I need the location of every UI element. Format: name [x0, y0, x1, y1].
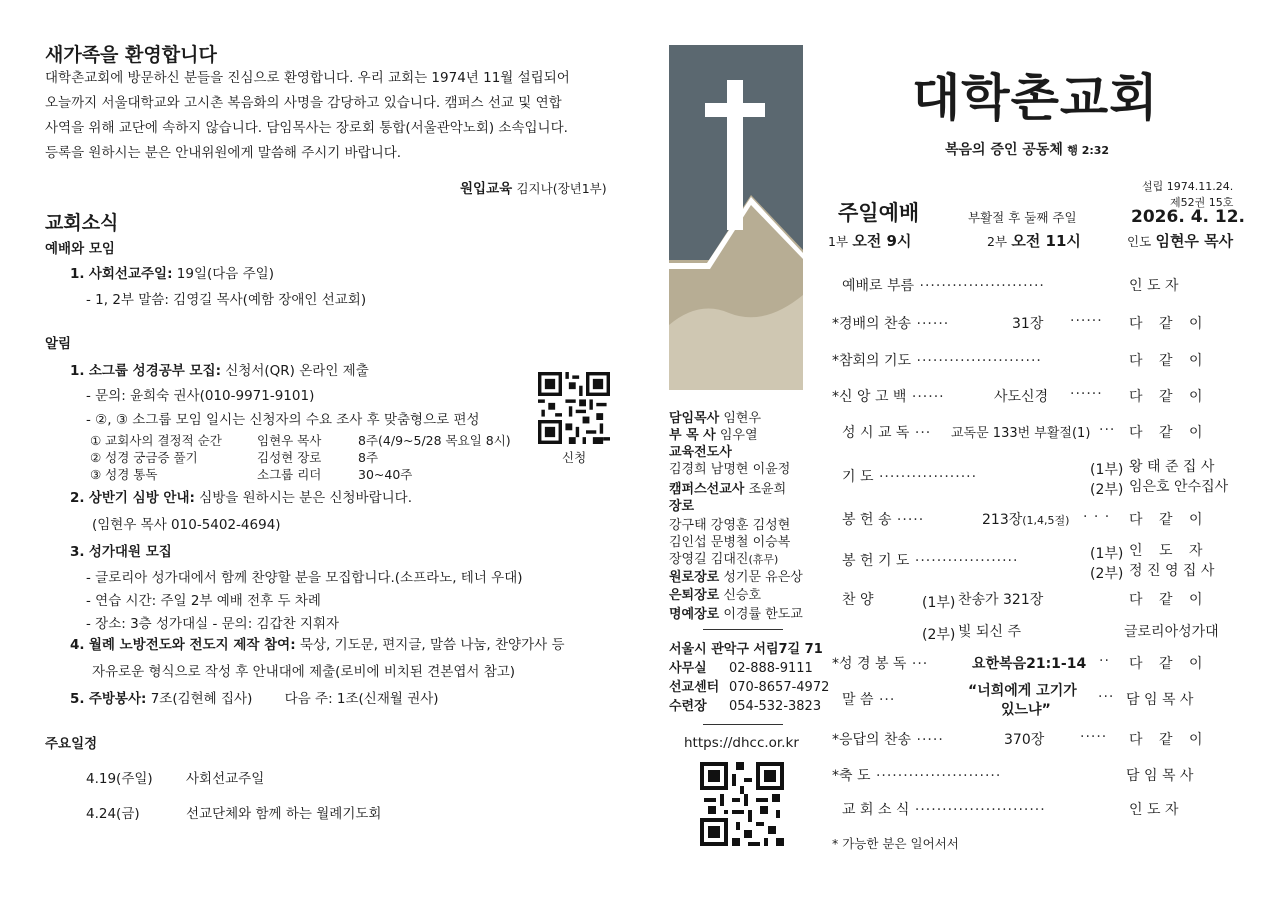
order-value: 사도신경 [994, 389, 1049, 405]
part-label: (2부) [1090, 566, 1124, 582]
order-item: 말 씀 ··· [842, 692, 896, 708]
notice-item-1-contact: - 문의: 윤희숙 권사(010-9971-9101) [86, 388, 315, 404]
notice-item-5 [70, 687, 439, 707]
welcome-line: 오늘까지 서울대학교와 고시촌 복음화의 사명을 감당하고 있습니다. 캠퍼스 선교 및 연합 [45, 95, 562, 111]
qr-code-icon[interactable] [700, 762, 784, 846]
staff-elders-label: 장로 [669, 499, 695, 514]
order-dots: ······ [1070, 386, 1103, 402]
contact-value: 02-888-9111 [729, 661, 813, 676]
divider [703, 724, 783, 725]
item-title: 성가대원 모집 [88, 544, 172, 560]
group-leader: 소그룹 리더 [257, 467, 322, 482]
service-leader [1127, 230, 1233, 251]
contact-label: 수련장 [669, 699, 707, 714]
bulletin-date: 2026. 4. 12. [1131, 207, 1246, 227]
founded-date: 설립 1974.11.24. [1142, 180, 1234, 193]
cross-logo-icon [669, 45, 803, 390]
welcome-line: 대학촌교회에 방문하신 분들을 진심으로 환영합니다. 우리 교회는 1974년 11월 설립되어 [45, 70, 570, 86]
group-name: ① 교회사의 결정적 순간 [90, 433, 222, 448]
stand-marker: * [832, 389, 839, 405]
order-item: 찬 양 [842, 592, 874, 608]
order-by: 다 같 이 [1129, 512, 1209, 528]
sermon-title: 있느냐” [1001, 702, 1051, 718]
group-weeks: 8주(4/9~5/28 목요일 8시) [358, 433, 511, 448]
order-by: 인 도 자 [1129, 543, 1209, 559]
item-number: 1. [70, 363, 85, 379]
notice-heading: 알림 [45, 336, 72, 352]
church-motto [945, 139, 1109, 159]
qr-code-icon[interactable] [538, 372, 610, 444]
leader-name: 임현우 목사 [1155, 232, 1234, 250]
group-weeks: 8주 [358, 450, 379, 465]
service-time: 오전 11시 [1011, 232, 1081, 250]
staff-label: 담임목사 [669, 411, 720, 426]
group-name: ② 성경 궁금증 풀기 [90, 450, 198, 465]
church-name: 대학촌교회 [912, 69, 1159, 127]
schedule-title: 주요일정 [45, 736, 98, 752]
order-label: 신 앙 고 백 [839, 389, 907, 405]
staff-value: 임우열 [719, 428, 758, 443]
church-website-link[interactable]: https://dhcc.or.kr [684, 735, 799, 751]
order-label: 응답의 찬송 [839, 732, 912, 748]
staff-associate-pastor [669, 427, 758, 444]
welcome-line: 등록을 원하시는 분은 안내위원에게 말씀해 주시기 바랍니다. [45, 145, 402, 161]
education-label: 원입교육 [460, 181, 513, 197]
order-value: 찬송가 321장 [958, 592, 1044, 608]
group-leader: 김성현 장로 [257, 450, 322, 465]
group-row [90, 448, 379, 466]
staff-edu-label: 교육전도사 [669, 445, 732, 460]
order-value: 교독문 133번 부활절(1) [951, 426, 1091, 441]
order-value: 요한복음21:1-14 [972, 656, 1087, 672]
order-item: *경배의 찬송 ······ [832, 316, 950, 332]
staff-label: 부 목 사 [669, 428, 716, 443]
order-item: *성 경 봉 독 ··· [832, 656, 929, 672]
staff-edu: 김경희 남명현 이윤정 [669, 462, 791, 477]
order-label: 봉 헌 송 [842, 512, 892, 528]
worship-heading: 예배와 모임 [45, 241, 115, 257]
welcome-title: 새가족을 환영합니다 [45, 44, 217, 66]
order-label: 성 시 교 독 [842, 425, 910, 441]
item-title: 사회선교주일: [88, 266, 173, 282]
notice-item-1 [70, 359, 369, 379]
service-label: 1부 [828, 234, 849, 249]
notice-item-3-sub: - 글로리아 성가대에서 함께 찬양할 분을 모집합니다.(소프라노, 테너 우대) [86, 570, 523, 586]
order-label: 예배로 부름 [842, 278, 915, 294]
staff-senior-pastor [669, 410, 761, 427]
item-next: 다음 주: 1조(신재월 권사) [284, 691, 439, 707]
qr-label: 신청 [562, 450, 587, 465]
notice-item-4 [70, 633, 565, 653]
service-time: 오전 9시 [852, 232, 912, 250]
news-item-1 [70, 262, 274, 282]
service-label: 2부 [987, 234, 1008, 249]
welcome-line: 사역을 위해 교단에 속하지 않습니다. 담임목사는 장로회 통합(서울관악노회) 소속입니다. [45, 120, 568, 136]
order-dots: · · · [1083, 509, 1111, 525]
notice-item-2-contact: (임현우 목사 010-5402-4694) [92, 517, 281, 533]
schedule-date: 4.19(주일) [86, 771, 153, 787]
schedule-event: 선교단체와 함께 하는 월례기도회 [186, 806, 382, 822]
notice-item-3 [70, 540, 172, 560]
news-item-1-sub: - 1, 2부 말씀: 김영길 목사(예함 장애인 선교회) [86, 292, 367, 308]
order-by: 다 같 이 [1129, 732, 1209, 748]
order-dots: ··· [1099, 422, 1116, 438]
order-item: 봉 헌 송 ····· [842, 512, 925, 528]
notice-item-1-note: - ②, ③ 소그룹 모임 일시는 신청자의 수요 조사 후 맞춤형으로 편성 [86, 412, 480, 428]
order-by: 다 같 이 [1129, 316, 1209, 332]
order-by: 임은호 안수집사 [1129, 479, 1229, 495]
order-label: 교 회 소 식 [842, 802, 910, 818]
leader-label: 인도 [1127, 234, 1152, 249]
notice-item-2 [70, 486, 412, 506]
schedule-event: 사회선교주일 [186, 771, 265, 787]
order-dots: ··· [1098, 689, 1115, 705]
item-number: 1. [70, 266, 85, 282]
schedule-date: 4.24(금) [86, 806, 140, 822]
stand-marker: * [832, 353, 839, 369]
part-label: (1부) [922, 595, 956, 611]
part-label: (1부) [1090, 546, 1124, 562]
part-label: (2부) [1090, 482, 1124, 498]
stand-marker: * [832, 656, 839, 672]
sermon-title: “너희에게 고기가 [968, 683, 1077, 699]
contact-label: 선교센터 [669, 680, 720, 695]
staff-value: 신승호 [723, 588, 762, 603]
order-dots: ······ [1070, 313, 1103, 329]
staff-label: 캠퍼스선교사 [669, 482, 745, 497]
item-text: 묵상, 기도문, 편지글, 말씀 나눔, 찬양가사 등 [295, 637, 565, 653]
stand-marker: * [832, 768, 839, 784]
church-address: 서울시 관악구 서림7길 71 [669, 642, 823, 657]
staff-value: 성기문 유은상 [723, 570, 803, 585]
order-item: *신 앙 고 백 ······ [832, 389, 945, 405]
order-by: 다 같 이 [1129, 353, 1209, 369]
order-value: 370장 [1004, 732, 1045, 748]
order-label: 성 경 봉 독 [839, 656, 907, 672]
staff-elders [669, 551, 778, 568]
staff-campus [669, 481, 786, 498]
order-dots: ·· [1099, 653, 1110, 669]
contact-office [669, 660, 813, 677]
order-label: 참회의 기도 [839, 353, 912, 369]
staff-label: 원로장로 [669, 570, 720, 585]
value-text: 213장 [982, 512, 1023, 528]
order-by: 담 임 목 사 [1126, 692, 1194, 708]
item-number: 4. [70, 637, 85, 653]
motto-reference: 행 2:32 [1067, 144, 1110, 157]
order-by: 글로리아성가대 [1124, 624, 1219, 640]
item-title: 상반기 심방 안내: [88, 490, 195, 506]
item-text: 19일(다음 주일) [172, 266, 274, 282]
contact-retreat [669, 698, 822, 715]
item-title: 월례 노방전도와 전도지 제작 참여: [88, 637, 296, 653]
item-number: 5. [70, 691, 85, 707]
contact-mission [669, 679, 830, 696]
staff-label: 명예장로 [669, 607, 720, 622]
staff-retired2 [669, 587, 761, 604]
staff-value: 이경률 한도교 [723, 607, 803, 622]
group-leader: 임현우 목사 [257, 433, 322, 448]
order-by: 인 도 자 [1129, 802, 1179, 818]
item-text: 7조(김현혜 집사) [146, 691, 253, 707]
bulletin-volume: 제52권 15호 [1170, 196, 1234, 209]
order-value: 빛 되신 주 [958, 624, 1021, 640]
group-weeks: 30~40주 [358, 467, 413, 482]
value-note: (1,4,5절) [1022, 514, 1070, 527]
order-item: 성 시 교 독 ··· [842, 425, 932, 441]
order-label: 기 도 [842, 469, 874, 485]
staff-value: 조윤희 [748, 482, 787, 497]
notice-item-4-sub: 자유로운 형식으로 작성 후 안내대에 제출(로비에 비치된 견본엽서 참고) [92, 664, 516, 680]
order-label: 경배의 찬송 [839, 316, 912, 332]
staff-value: 장영길 김대진 [669, 552, 749, 567]
notice-item-3-sub: - 연습 시간: 주일 2부 예배 전후 두 차례 [86, 593, 321, 609]
order-by: 다 같 이 [1129, 592, 1209, 608]
service-title: 주일예배 [838, 201, 920, 225]
contact-label: 사무실 [669, 661, 707, 676]
item-number: 2. [70, 490, 85, 506]
schedule-item [86, 802, 382, 822]
group-row [90, 431, 511, 449]
order-label: 말 씀 [842, 692, 874, 708]
item-text: 신청서(QR) 온라인 제출 [221, 363, 369, 379]
service-time-2 [987, 230, 1081, 251]
staff-label: 은퇴장로 [669, 588, 720, 603]
order-dots: ····· [1080, 729, 1108, 745]
order-item: 교 회 소 식 ························ [842, 802, 1046, 818]
group-row [90, 465, 413, 483]
stand-marker: * [832, 316, 839, 332]
order-by: 다 같 이 [1129, 656, 1209, 672]
divider [703, 629, 783, 630]
sunday-note: 부활절 후 둘째 주일 [968, 210, 1077, 225]
new-member-education [460, 177, 607, 197]
order-item: *응답의 찬송 ····· [832, 732, 944, 748]
welcome-text [45, 66, 615, 166]
order-item: 기 도 ·················· [842, 469, 978, 485]
order-by: 다 같 이 [1129, 389, 1209, 405]
motto-text: 복음의 증인 공동체 [945, 142, 1063, 158]
order-item: 예배로 부름 ······················· [842, 278, 1045, 294]
order-by: 정 진 영 집 사 [1129, 563, 1215, 579]
news-title: 교회소식 [45, 212, 119, 234]
contact-value: 070-8657-4972 [729, 680, 830, 695]
staff-note: (휴무) [748, 553, 779, 566]
order-label: 봉 헌 기 도 [842, 553, 910, 569]
group-name: ③ 성경 통독 [90, 467, 158, 482]
order-by: 인 도 자 [1129, 278, 1179, 294]
order-value [982, 509, 1069, 529]
stand-marker: * [832, 732, 839, 748]
part-label: (1부) [1090, 462, 1124, 478]
order-item: *축 도 ······················· [832, 768, 1002, 784]
service-time-1 [828, 230, 911, 251]
order-by: 담 임 목 사 [1126, 768, 1194, 784]
staff-retired [669, 569, 803, 586]
order-item: 봉 헌 기 도 ··················· [842, 553, 1019, 569]
contact-value: 054-532-3823 [729, 699, 822, 714]
staff-elders: 김인섭 문병철 이승복 [669, 535, 791, 550]
education-value: 김지나(장년1부) [516, 181, 607, 196]
staff-value: 임현우 [723, 411, 762, 426]
notice-item-3-sub: - 장소: 3층 성가대실 - 문의: 김갑찬 지휘자 [86, 616, 340, 632]
schedule-item [86, 767, 265, 787]
standing-footnote: * 가능한 분은 일어서서 [832, 836, 959, 851]
item-text: 심방을 원하시는 분은 신청바랍니다. [194, 490, 412, 506]
order-label: 축 도 [839, 768, 871, 784]
item-number: 3. [70, 544, 85, 560]
item-title: 소그룹 성경공부 모집: [88, 363, 221, 379]
staff-elders: 강구태 강영훈 김성현 [669, 518, 791, 533]
part-label: (2부) [922, 627, 956, 643]
order-value: 31장 [1012, 316, 1044, 332]
item-title: 주방봉사: [88, 691, 147, 707]
staff-honor [669, 606, 803, 623]
order-item: *참회의 기도 ······················· [832, 353, 1042, 369]
order-by: 다 같 이 [1129, 425, 1209, 441]
order-by: 왕 태 준 집 사 [1129, 459, 1215, 475]
